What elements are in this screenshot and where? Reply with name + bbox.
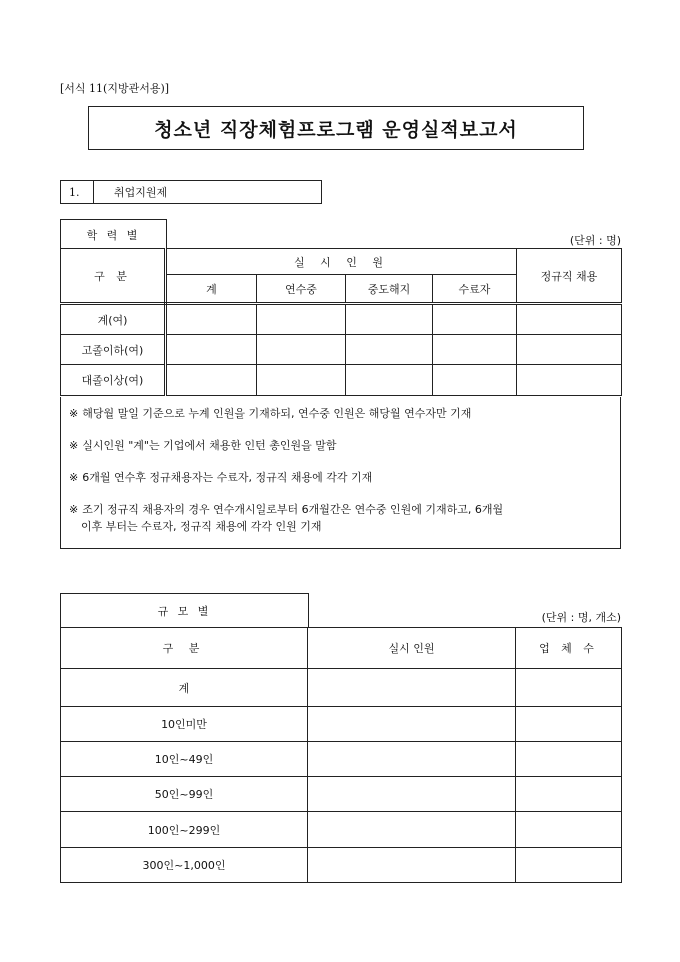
section-name: 취업지원제 <box>114 186 168 199</box>
education-subheader: 연수중 <box>257 275 346 304</box>
data-cell[interactable] <box>516 777 622 812</box>
note-item <box>69 501 614 518</box>
education-subheader: 수료자 <box>433 275 517 304</box>
size-row-label: 100인~299인 <box>61 812 308 848</box>
education-row-label: 대졸이상(여) <box>61 365 166 396</box>
table-row <box>61 365 622 396</box>
note-mark: ※ <box>69 471 79 484</box>
education-row-label: 고졸이하(여) <box>61 335 166 365</box>
education-subheader: 중도해지 <box>346 275 433 304</box>
education-subheader: 계 <box>166 275 257 304</box>
education-header-category: 구 분 <box>61 249 166 304</box>
data-cell[interactable] <box>308 777 516 812</box>
data-cell[interactable] <box>516 742 622 777</box>
size-table <box>60 627 622 883</box>
data-cell[interactable] <box>517 335 622 365</box>
table-row <box>61 335 622 365</box>
data-cell[interactable] <box>433 335 517 365</box>
note-item <box>69 437 614 454</box>
data-cell[interactable] <box>346 335 433 365</box>
size-header-companies: 업 체 수 <box>516 628 622 669</box>
size-row-label: 50인~99인 <box>61 777 308 812</box>
data-cell[interactable] <box>346 365 433 396</box>
education-row-label: 계(여) <box>61 304 166 335</box>
form-code: [서식 11(지방관서용)] <box>60 82 170 95</box>
data-cell[interactable] <box>308 812 516 848</box>
size-header-category: 구 분 <box>61 628 308 669</box>
education-tab-label: 학 력 별 <box>60 219 167 249</box>
note-text: 실시인원 "계"는 기업에서 채용한 인턴 총인원을 말함 <box>82 439 337 452</box>
table-row <box>61 742 622 777</box>
size-unit-label: (단위 : 명, 개소) <box>541 611 621 624</box>
data-cell[interactable] <box>166 365 257 396</box>
education-header-group: 실 시 인 원 <box>166 249 517 275</box>
data-cell[interactable] <box>166 304 257 335</box>
size-tab-label: 규 모 별 <box>60 593 309 628</box>
data-cell[interactable] <box>308 669 516 707</box>
data-cell[interactable] <box>346 304 433 335</box>
table-row <box>61 848 622 883</box>
size-header-people: 실시 인원 <box>308 628 516 669</box>
table-row <box>61 812 622 848</box>
data-cell[interactable] <box>517 304 622 335</box>
table-row <box>61 777 622 812</box>
education-table <box>60 248 622 396</box>
table-row <box>61 707 622 742</box>
data-cell[interactable] <box>516 669 622 707</box>
data-cell[interactable] <box>257 335 346 365</box>
data-cell[interactable] <box>257 304 346 335</box>
note-item <box>69 405 614 422</box>
table-row <box>61 304 622 335</box>
data-cell[interactable] <box>308 742 516 777</box>
size-row-label: 계 <box>61 669 308 707</box>
note-mark: ※ <box>69 439 79 452</box>
education-unit-label: (단위 : 명) <box>569 234 621 247</box>
size-row-label: 10인미만 <box>61 707 308 742</box>
section-header <box>60 180 322 204</box>
data-cell[interactable] <box>257 365 346 396</box>
note-mark: ※ <box>69 407 79 420</box>
size-row-label: 10인~49인 <box>61 742 308 777</box>
note-mark: ※ <box>69 503 79 516</box>
data-cell[interactable] <box>433 365 517 396</box>
note-text: 조기 정규직 채용자의 경우 연수개시일로부터 6개월간은 연수중 인원에 기재하고, 6개월 <box>82 503 504 516</box>
note-continuation: 이후 부터는 수료자, 정규직 채용에 각각 인원 기재 <box>81 520 322 533</box>
notes-box <box>60 397 621 549</box>
section-number: 1. <box>61 181 94 203</box>
data-cell[interactable] <box>516 848 622 883</box>
note-text: 해당월 말일 기준으로 누계 인원을 기재하되, 연수중 인원은 해당월 연수자만 기재 <box>82 407 472 420</box>
data-cell[interactable] <box>166 335 257 365</box>
data-cell[interactable] <box>516 812 622 848</box>
education-header-regular: 정규직 채용 <box>517 249 622 304</box>
page-title: 청소년 직장체험프로그램 운영실적보고서 <box>88 106 584 150</box>
data-cell[interactable] <box>517 365 622 396</box>
data-cell[interactable] <box>516 707 622 742</box>
note-item <box>69 469 614 486</box>
size-row-label: 300인~1,000인 <box>61 848 308 883</box>
data-cell[interactable] <box>308 707 516 742</box>
data-cell[interactable] <box>433 304 517 335</box>
note-text: 6개월 연수후 정규채용자는 수료자, 정규직 채용에 각각 기재 <box>82 471 373 484</box>
data-cell[interactable] <box>308 848 516 883</box>
table-row <box>61 669 622 707</box>
